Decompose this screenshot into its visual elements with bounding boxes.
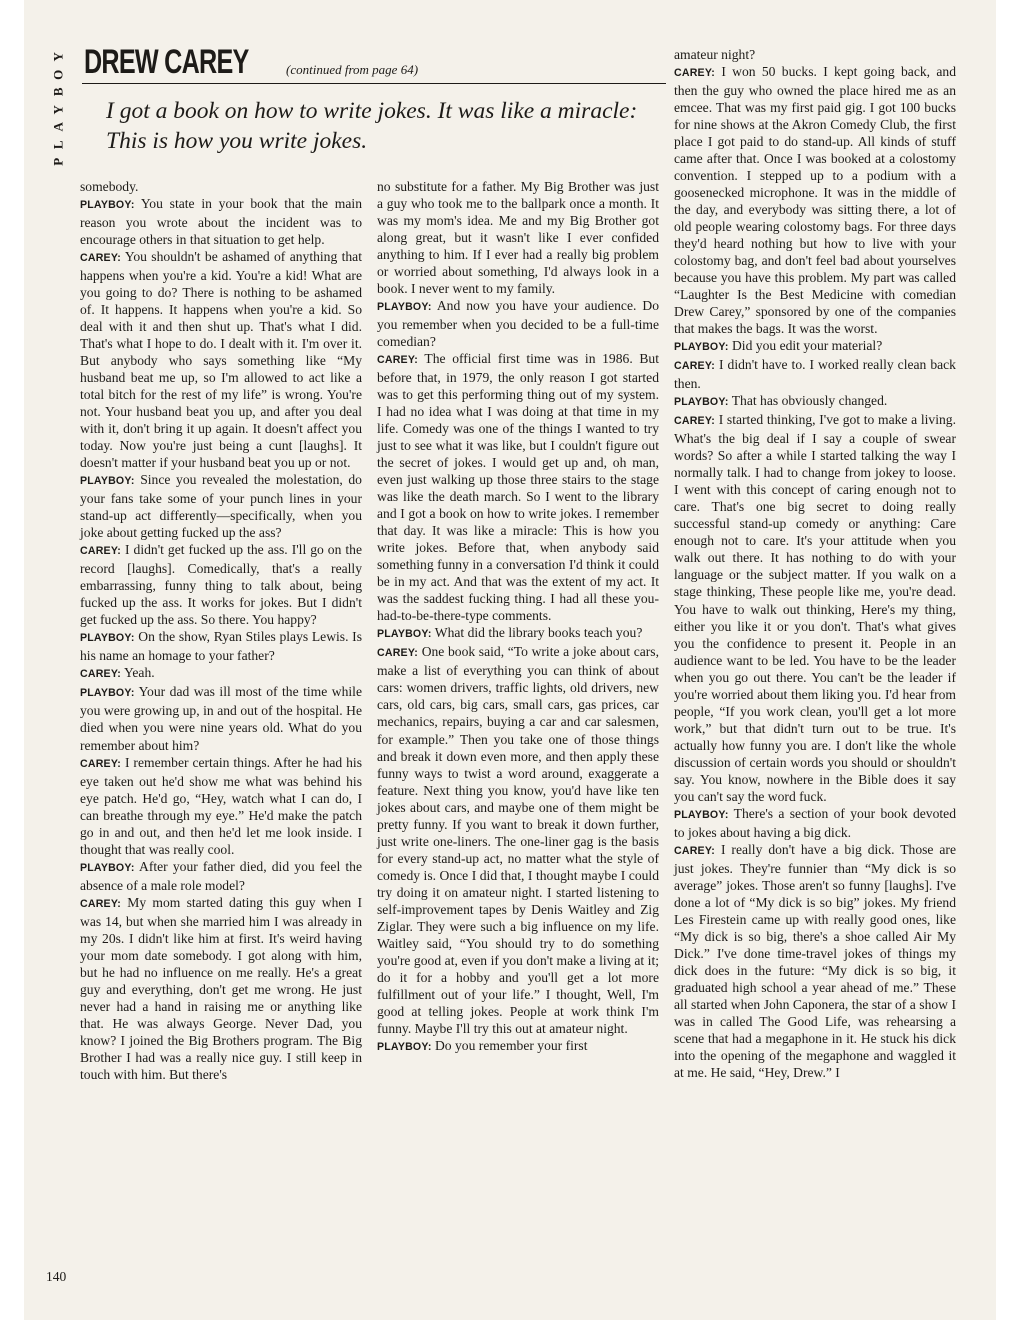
speaker-label: PLAYBOY: [80, 199, 135, 212]
paragraph-text: Do you remember your first [434, 1037, 588, 1053]
paragraph-text: You shouldn't be ashamed of anything that happens when you're a kid. You're a kid! What are you going to do? There is nothing to be ashamed of. It happens. It happens when you're a kid. So deal with it and then shut up. That's what I did. That's what I hope to do. I dealt with it. I'm over it. But anybody who says something like “My husband beat me up, so I'm allowed to act like a total bitch for the rest of my life” is wrong. You're not. Your husband beat you up, and after you deal with it, don't bring it up again. It doesn't affect you today. Now you're just being a cunt [laughs]. It doesn't matter if your husband beat you up or not. [80, 249, 362, 471]
paragraph-text: One book said, “To write a joke about cars, make a list of everything you can think of about cars: women drivers, traffic lights, old drivers, new cars, old cars, big cars, small cars, gas prices, car mechanics, repairs, buying a car and car salesmen, for example.” Then you take one of those things and break it down even more, and then apply these funny ways to twist a word around, exaggerate a feature. Next thing you know, you'd have like ten jokes about cars, and maybe one of them might be pretty funny. If you want to break it down further, just write one-liners. The one-liner gag is the basis for every stand-up act, no matter what the style of comedy is. Once I did that, I thought maybe I could try doing it on amateur night. I started listening to self-improvement tapes by Denis Waitley and Zig Ziglar. They were such a big influence on my life. Waitley said, “You should try to do something you're good at, even if you don't make a living at it; do it for a hobby and you'll get a lot more fulfillment out of your life.” I thought, Well, I'm good at telling jokes. People at work think I'm funny. Maybe I'll try this out at amateur night. [377, 644, 660, 1036]
paragraph-text: You state in your book that the main reason you wrote about the incident was to encourage others in that situation to get help. [80, 196, 362, 248]
interview-paragraph [80, 664, 362, 683]
paragraph-text: On the show, Ryan Stiles plays Lewis. Is his name an homage to your father? [80, 629, 362, 664]
paragraph-text: I didn't get fucked up the ass. I'll go on the record [laughs]. Comedically, that's a really embarrassing, funny thing to talk about, being fucked up the ass. It works for jokes. But I didn't get fucked up the ass. So there. You happy? [80, 542, 362, 628]
continued-note: (continued from page 64) [286, 62, 419, 77]
interview-paragraph [80, 178, 362, 195]
magazine-letter: A [50, 122, 66, 132]
interview-paragraph [80, 754, 362, 858]
paragraph-text: Your dad was ill most of the time while you were growing up, in and out of the hospital. He died when you were nine years old. What do you remember about him? [80, 684, 362, 753]
magazine-letter: P [50, 157, 66, 166]
text-column-2 [377, 178, 659, 1056]
interview-paragraph [377, 1037, 659, 1056]
magazine-letter: O [50, 69, 66, 80]
interview-paragraph [674, 841, 956, 1081]
speaker-label: PLAYBOY: [80, 687, 135, 700]
speaker-label: CAREY: [377, 354, 419, 367]
interview-paragraph [674, 337, 956, 356]
speaker-label: CAREY: [674, 360, 716, 373]
paragraph-text: My mom started dating this guy when I was 14, but when she married him I was already in my 20s. I didn't like him at first. It's weird having your mom date somebody. I got along with him, but he had no influence on me really. He's a great guy and everything, don't get me wrong. He just never had a hand in raising me or anything like that. He was always George. Never Dad, you know? I joined the Big Brothers program. The Big Brother I had was a really nice guy. I still keep in touch with him. But there's [80, 894, 362, 1082]
interview-paragraph [377, 178, 659, 297]
interview-paragraph [377, 350, 659, 624]
paragraph-text: I won 50 bucks. I kept going back, and then the guy who owned the place hired me as an emcee. That was my first paid gig. I got 100 bucks for nine shows at the Akron Comedy Club, the first place I got paid to do stand-up. All kinds of stuff came after that. Once I was booked at a colostomy convention. I stepped up to a podium with a goosenecked microphone. It was in the middle of the day, and everybody was sitting there, a lot of old people wearing colostomy bags. For three days they'd heard nothing but how to live with your colostomy bag, and don't feel bad about yourselves because you have this problem. My part was called “Laughter Is the Best Medicine with comedian Drew Carey,” sponsored by one of the companies that makes the bags. It was the worst. [674, 64, 956, 337]
paragraph-text: What did the library books teach you? [434, 625, 643, 641]
interview-paragraph [674, 805, 956, 841]
interview-paragraph [80, 628, 362, 664]
paragraph-text: I really don't have a big dick. Those are just jokes. They're funnier than “My dick is so average” jokes. Those aren't so funny [laughs]. I've done a lot of “My dick is so big” jokes. My friend Les Firestein came up with really good ones, like “My dick is so big, there's a shoe called Air My Dick.” I've done time-travel jokes of things my dick does in the future: “My dick is so big, it graduated high school a year ahead of me.” These all started when John Caponera, the star of a show I was in called The Good Life, was rehearsing a scene that had a megaphone in it. He stuck his dick into the opening of the megaphone and waggled it at me. He said, “Hey, Drew.” I [674, 841, 956, 1080]
speaker-label: PLAYBOY: [80, 632, 135, 645]
paragraph-text: I didn't have to. I worked really clean back then. [674, 357, 956, 392]
magazine-name-vertical [50, 48, 66, 198]
paragraph-text: After your father died, did you feel the absence of a male role model? [80, 858, 362, 893]
speaker-label: PLAYBOY: [377, 1040, 432, 1053]
interview-paragraph [674, 356, 956, 392]
paragraph-text: somebody. [80, 179, 139, 194]
interview-paragraph [674, 392, 956, 411]
interview-paragraph [377, 643, 659, 1036]
speaker-label: PLAYBOY: [80, 861, 135, 874]
speaker-label: CAREY: [80, 252, 122, 265]
paragraph-text: The official first time was in 1986. But before that, in 1979, the only reason I got started was to get this performing thing out of my system. I had no idea what I was doing at that time in my life. Comedy was one of the things I wanted to try just to see what it was like, but I couldn't figure out the secret of jokes. I would get up and, oh man, even just walking up those three stairs to the stage was like the death march. So I went to the library and I got a book on how to write jokes. I remember that day. It was like a miracle: This is how you write jokes. Before that, when anybody said something funny in a conversation I'd think it could be in my act. And that was the extent of my act. It was the saddest fucking thing. I had all these you-had-to-be-there-type comments. [377, 351, 659, 624]
speaker-label: PLAYBOY: [377, 301, 432, 314]
text-column-3 [674, 46, 956, 1081]
interview-paragraph [674, 46, 956, 63]
speaker-label: CAREY: [80, 757, 122, 770]
speaker-label: CAREY: [377, 647, 419, 660]
page-number: 140 [46, 1269, 67, 1284]
speaker-label: PLAYBOY: [674, 808, 729, 821]
paragraph-text: Did you edit your material? [731, 338, 883, 354]
speaker-label: PLAYBOY: [674, 396, 729, 409]
paragraph-text: amateur night? [674, 47, 756, 62]
interview-paragraph [80, 541, 362, 628]
interview-paragraph [674, 63, 956, 337]
speaker-label: CAREY: [80, 545, 122, 558]
header-rule [82, 83, 666, 84]
paragraph-text: no substitute for a father. My Big Brother was just a guy who took me to the ballpark once a month. It was my mom's idea. Me and my Big Brother got along great, but it wasn't like I ever confided anything to him. If I ever had a really big problem or worried about something, I'd always look in a book. I never went to my family. [377, 179, 659, 297]
interview-paragraph [80, 195, 362, 248]
paragraph-text: Yeah. [123, 665, 155, 681]
speaker-label: CAREY: [674, 844, 716, 857]
interview-paragraph [80, 471, 362, 541]
paragraph-text: That has obviously changed. [731, 393, 888, 409]
interview-paragraph [80, 894, 362, 1083]
interview-paragraph [80, 858, 362, 894]
paragraph-text: And now you have your audience. Do you remember when you decided to be a full-time comedian? [377, 298, 659, 350]
speaker-label: CAREY: [80, 668, 122, 681]
interview-paragraph [80, 683, 362, 753]
paragraph-text: I remember certain things. After he had his eye taken out he'd show me what was behind his eye patch. He'd go, “Hey, watch what I can do, I can breathe through my eye.” He'd make the patch go in and out, and then he'd let me look inside. I thought that was really cool. [80, 754, 362, 857]
paragraph-text: I started thinking, I've got to make a living. What's the big deal if I say a couple of swear words? So after a while I started talking the way I normally talk. I had to change from jokey to loose. I went with this concept of caring enough not to care. That's one big secret to doing really successful stand-up comedy or anything: Care enough not to care. It's your attitude when you walk out there. It has nothing to do with your language or the subject matter. If you walk on a stage thinking, These people like me, you're dead. You have to walk out thinking, Here's my thing, either you like it or you don't. That's what gives you the confidence to present it. People in an audience want to be led. You have to be the leader when you go out there. You can't be the leader if you're worried about them liking you. I'd hear from people, “If you work clean, you'll get a lot more work,” but that didn't turn out to be true. It's actually how funny you are. I don't like the whole discussion of certain words you should or shouldn't say. You know, nowhere in the Bible does it say you can't say the word fuck. [674, 412, 956, 804]
interview-paragraph [377, 624, 659, 643]
speaker-label: PLAYBOY: [80, 475, 135, 488]
text-column-1 [80, 178, 362, 1083]
magazine-letter: Y [50, 52, 66, 62]
interview-paragraph [674, 411, 956, 804]
speaker-label: PLAYBOY: [377, 628, 432, 641]
magazine-letter: Y [50, 104, 66, 114]
paragraph-text: Since you revealed the molestation, do your fans take some of your punch lines in your stand-up act differently—specifically, when you joke about getting fucked up the ass? [80, 472, 362, 541]
pull-quote: I got a book on how to write jokes. It was like a miracle: This is how you write jokes. [106, 98, 638, 154]
speaker-label: CAREY: [674, 415, 716, 428]
speaker-label: CAREY: [674, 67, 716, 80]
magazine-letter: L [50, 139, 66, 149]
interview-paragraph [80, 248, 362, 471]
interview-paragraph [377, 297, 659, 350]
paragraph-text: There's a section of your book devoted to jokes about having a big dick. [674, 805, 956, 840]
speaker-label: CAREY: [80, 897, 122, 910]
speaker-label: PLAYBOY: [674, 341, 729, 354]
magazine-letter: B [50, 87, 66, 97]
magazine-page [24, 0, 996, 1320]
interview-name: DREW CAREY [84, 43, 249, 81]
